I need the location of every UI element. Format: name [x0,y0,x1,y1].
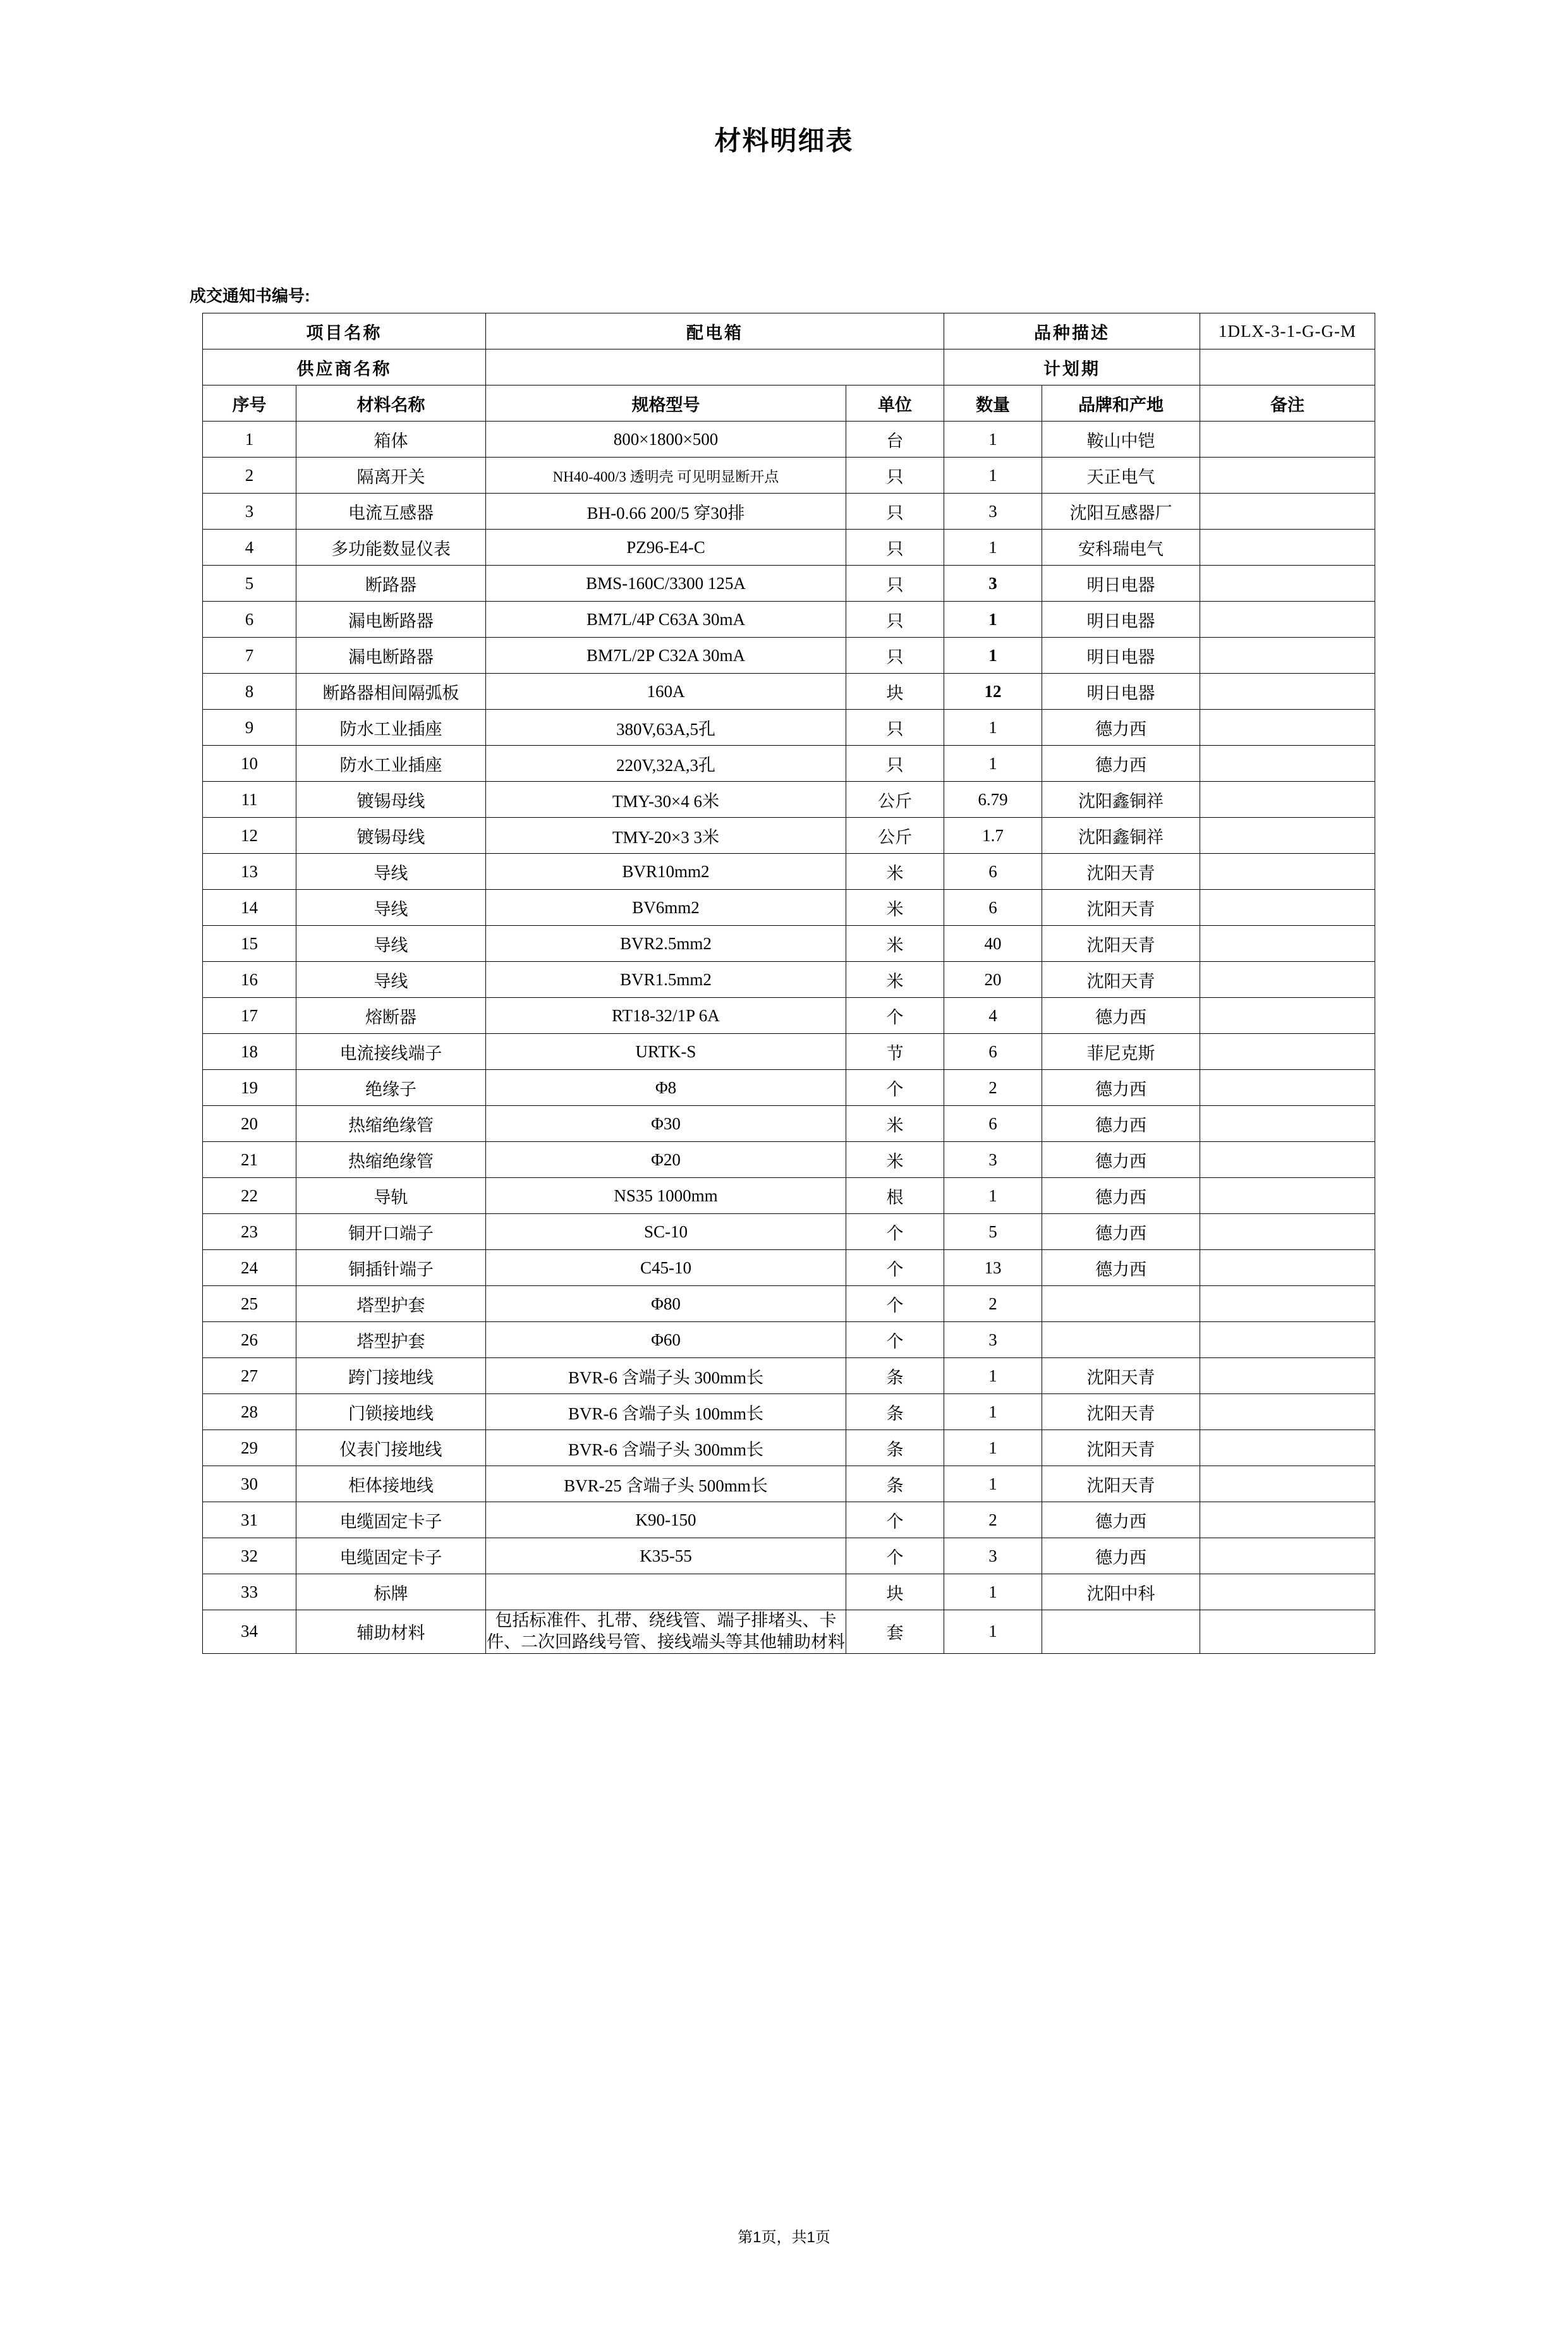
cell-unit: 个 [846,1502,944,1538]
cell-unit: 只 [846,602,944,638]
cell-brand: 沈阳天青 [1042,1358,1200,1394]
cell-brand: 天正电气 [1042,458,1200,494]
cell-unit: 块 [846,674,944,710]
cell-no: 3 [203,494,296,530]
column-header-spec: 规格型号 [486,385,846,422]
cell-brand: 德力西 [1042,746,1200,782]
cell-brand: 德力西 [1042,710,1200,746]
cell-note [1200,494,1375,530]
cell-note [1200,1538,1375,1574]
cell-material-name: 热缩绝缘管 [296,1106,486,1142]
table-row [203,1502,1375,1538]
cell-unit: 只 [846,638,944,674]
table-row [203,926,1375,962]
table-row [203,1286,1375,1322]
cell-spec: BVR-6 含端子头 300mm长 [486,1430,846,1466]
table-row [203,494,1375,530]
cell-unit: 个 [846,1250,944,1286]
cell-brand: 德力西 [1042,1070,1200,1106]
cell-brand: 德力西 [1042,1106,1200,1142]
cell-brand [1042,1322,1200,1358]
document-page [0,120,1568,2337]
cell-no: 10 [203,746,296,782]
cell-unit: 米 [846,854,944,890]
cell-no: 6 [203,602,296,638]
cell-no: 27 [203,1358,296,1394]
cell-unit: 只 [846,710,944,746]
cell-unit: 个 [846,998,944,1034]
table-row [203,1178,1375,1214]
cell-note [1200,710,1375,746]
cell-no: 22 [203,1178,296,1214]
column-header-no: 序号 [203,385,296,422]
cell-brand: 沈阳天青 [1042,962,1200,998]
table-body [203,422,1375,1654]
table-row [203,890,1375,926]
cell-brand: 德力西 [1042,1142,1200,1178]
cell-material-name: 多功能数显仪表 [296,530,486,566]
cell-spec: BVR1.5mm2 [486,962,846,998]
cell-material-name: 隔离开关 [296,458,486,494]
cell-no: 9 [203,710,296,746]
cell-note [1200,1106,1375,1142]
cell-spec: TMY-20×3 3米 [486,818,846,854]
column-header-name: 材料名称 [296,385,486,422]
cell-brand: 德力西 [1042,1214,1200,1250]
cell-brand: 沈阳中科 [1042,1574,1200,1610]
cell-material-name: 仪表门接地线 [296,1430,486,1466]
plan-period-value [1200,349,1375,385]
project-name-value: 配电箱 [486,313,944,349]
cell-brand: 沈阳天青 [1042,1466,1200,1502]
column-header-note: 备注 [1200,385,1375,422]
cell-no: 5 [203,566,296,602]
cell-brand: 鞍山中铠 [1042,422,1200,458]
table-row [203,854,1375,890]
table-row [203,422,1375,458]
cell-note [1200,566,1375,602]
cell-brand: 沈阳天青 [1042,1430,1200,1466]
cell-no: 4 [203,530,296,566]
cell-qty: 1 [944,1610,1042,1654]
table-row [203,1394,1375,1430]
cell-note [1200,674,1375,710]
cell-spec: BH-0.66 200/5 穿30排 [486,494,846,530]
cell-spec: Φ20 [486,1142,846,1178]
cell-spec: K90-150 [486,1502,846,1538]
cell-note [1200,962,1375,998]
notice-number-label: 成交通知书编号: [190,286,310,305]
cell-brand: 德力西 [1042,1250,1200,1286]
cell-qty: 3 [944,1142,1042,1178]
table-row [203,1106,1375,1142]
cell-material-name: 漏电断路器 [296,638,486,674]
cell-spec: BVR-6 含端子头 300mm长 [486,1358,846,1394]
meta-row-supplier [203,349,1375,385]
cell-qty: 5 [944,1214,1042,1250]
table-row [203,674,1375,710]
cell-no: 33 [203,1574,296,1610]
cell-note [1200,854,1375,890]
cell-note [1200,638,1375,674]
cell-no: 31 [203,1502,296,1538]
cell-note [1200,890,1375,926]
cell-spec: Φ8 [486,1070,846,1106]
cell-note [1200,1214,1375,1250]
cell-no: 8 [203,674,296,710]
material-table [202,313,1375,1654]
supplier-name-value [486,349,944,385]
cell-note [1200,1250,1375,1286]
plan-period-label: 计划期 [944,349,1200,385]
cell-no: 19 [203,1070,296,1106]
cell-spec: TMY-30×4 6米 [486,782,846,818]
cell-spec: Φ80 [486,1286,846,1322]
cell-unit: 只 [846,458,944,494]
cell-note [1200,1430,1375,1466]
column-header-unit: 单位 [846,385,944,422]
cell-spec: BVR10mm2 [486,854,846,890]
table-row [203,1358,1375,1394]
table-row [203,998,1375,1034]
cell-unit: 条 [846,1430,944,1466]
cell-spec: 380V,63A,5孔 [486,710,846,746]
cell-note [1200,926,1375,962]
cell-brand: 沈阳鑫铜祥 [1042,782,1200,818]
cell-brand: 德力西 [1042,1178,1200,1214]
table-row [203,1430,1375,1466]
cell-material-name: 电流接线端子 [296,1034,486,1070]
cell-no: 30 [203,1466,296,1502]
cell-brand: 德力西 [1042,1502,1200,1538]
cell-spec: 160A [486,674,846,710]
page-title: 材料明细表 [714,126,854,155]
table-row [203,1142,1375,1178]
cell-material-name: 镀锡母线 [296,818,486,854]
cell-brand: 菲尼克斯 [1042,1034,1200,1070]
cell-brand: 沈阳天青 [1042,854,1200,890]
cell-qty: 3 [944,566,1042,602]
cell-spec: BV6mm2 [486,890,846,926]
cell-no: 34 [203,1610,296,1654]
cell-material-name: 标牌 [296,1574,486,1610]
cell-unit: 米 [846,962,944,998]
cell-unit: 台 [846,422,944,458]
cell-qty: 3 [944,1538,1042,1574]
table-row [203,1034,1375,1070]
cell-material-name: 断路器 [296,566,486,602]
cell-no: 23 [203,1214,296,1250]
page-footer: 第1页，共1页 [738,2229,830,2246]
table-row [203,1322,1375,1358]
cell-brand: 德力西 [1042,998,1200,1034]
cell-qty: 6 [944,854,1042,890]
cell-material-name: 塔型护套 [296,1322,486,1358]
cell-qty: 4 [944,998,1042,1034]
cell-unit: 个 [846,1286,944,1322]
cell-spec: SC-10 [486,1214,846,1250]
cell-qty: 2 [944,1070,1042,1106]
cell-unit: 个 [846,1070,944,1106]
cell-qty: 1 [944,458,1042,494]
variety-label: 品种描述 [944,313,1200,349]
cell-unit: 只 [846,494,944,530]
cell-unit: 节 [846,1034,944,1070]
meta-row-project [203,313,1375,349]
cell-spec: Φ30 [486,1106,846,1142]
cell-qty: 2 [944,1286,1042,1322]
cell-unit: 米 [846,1106,944,1142]
table-row [203,782,1375,818]
cell-spec: 包括标准件、扎带、绕线管、端子排堵头、卡件、二次回路线号管、接线端头等其他辅助材料 [486,1610,846,1654]
cell-spec: BVR-6 含端子头 100mm长 [486,1394,846,1430]
cell-note [1200,1394,1375,1430]
cell-unit: 米 [846,926,944,962]
cell-brand: 明日电器 [1042,638,1200,674]
cell-no: 32 [203,1538,296,1574]
cell-brand: 沈阳鑫铜祥 [1042,818,1200,854]
table-row [203,710,1375,746]
cell-material-name: 铜开口端子 [296,1214,486,1250]
cell-note [1200,1502,1375,1538]
cell-qty: 1 [944,1574,1042,1610]
table-header-row [203,385,1375,422]
cell-material-name: 绝缘子 [296,1070,486,1106]
cell-spec: BVR-25 含端子头 500mm长 [486,1466,846,1502]
cell-spec: URTK-S [486,1034,846,1070]
cell-note [1200,602,1375,638]
cell-qty: 1 [944,1430,1042,1466]
cell-material-name: 电流互感器 [296,494,486,530]
cell-material-name: 门锁接地线 [296,1394,486,1430]
cell-material-name: 导线 [296,962,486,998]
cell-qty: 1 [944,1358,1042,1394]
cell-spec: BVR2.5mm2 [486,926,846,962]
cell-no: 21 [203,1142,296,1178]
cell-material-name: 导线 [296,854,486,890]
cell-note [1200,1034,1375,1070]
project-name-label: 项目名称 [203,313,486,349]
table-row [203,1466,1375,1502]
cell-spec: BM7L/4P C63A 30mA [486,602,846,638]
cell-no: 1 [203,422,296,458]
cell-unit: 只 [846,566,944,602]
cell-note [1200,1142,1375,1178]
cell-no: 20 [203,1106,296,1142]
cell-unit: 套 [846,1610,944,1654]
cell-brand: 沈阳天青 [1042,1394,1200,1430]
cell-spec: NS35 1000mm [486,1178,846,1214]
table-row [203,1214,1375,1250]
cell-no: 2 [203,458,296,494]
cell-qty: 1 [944,746,1042,782]
cell-qty: 3 [944,1322,1042,1358]
cell-qty: 12 [944,674,1042,710]
cell-spec: BM7L/2P C32A 30mA [486,638,846,674]
cell-spec: PZ96-E4-C [486,530,846,566]
cell-material-name: 箱体 [296,422,486,458]
table-row [203,566,1375,602]
cell-note [1200,746,1375,782]
cell-unit: 根 [846,1178,944,1214]
cell-material-name: 热缩绝缘管 [296,1142,486,1178]
cell-material-name: 辅助材料 [296,1610,486,1654]
cell-note [1200,1466,1375,1502]
cell-qty: 1 [944,710,1042,746]
table-row [203,638,1375,674]
cell-no: 26 [203,1322,296,1358]
cell-spec: Φ60 [486,1322,846,1358]
cell-no: 17 [203,998,296,1034]
cell-no: 14 [203,890,296,926]
cell-no: 11 [203,782,296,818]
table-row [203,962,1375,998]
table-row [203,1538,1375,1574]
cell-no: 7 [203,638,296,674]
cell-unit: 公斤 [846,818,944,854]
cell-unit: 条 [846,1358,944,1394]
cell-qty: 20 [944,962,1042,998]
cell-brand: 明日电器 [1042,602,1200,638]
cell-note [1200,1358,1375,1394]
cell-qty: 1 [944,638,1042,674]
cell-qty: 1 [944,1394,1042,1430]
cell-material-name: 防水工业插座 [296,746,486,782]
cell-material-name: 断路器相间隔弧板 [296,674,486,710]
table-row [203,818,1375,854]
cell-no: 25 [203,1286,296,1322]
cell-material-name: 导轨 [296,1178,486,1214]
cell-qty: 3 [944,494,1042,530]
column-header-brand: 品牌和产地 [1042,385,1200,422]
table-row [203,458,1375,494]
cell-material-name: 电缆固定卡子 [296,1502,486,1538]
cell-qty: 1 [944,530,1042,566]
cell-spec: K35-55 [486,1538,846,1574]
cell-brand [1042,1610,1200,1654]
cell-no: 12 [203,818,296,854]
cell-material-name: 熔断器 [296,998,486,1034]
cell-material-name: 柜体接地线 [296,1466,486,1502]
cell-unit: 个 [846,1538,944,1574]
cell-qty: 6 [944,890,1042,926]
cell-qty: 1 [944,1466,1042,1502]
variety-value: 1DLX-3-1-G-G-M [1200,313,1375,349]
cell-spec [486,1574,846,1610]
cell-spec: 800×1800×500 [486,422,846,458]
table-row [203,1610,1375,1654]
cell-spec: NH40-400/3 透明壳 可见明显断开点 [486,458,846,494]
cell-no: 13 [203,854,296,890]
table-row [203,602,1375,638]
cell-note [1200,1070,1375,1106]
cell-note [1200,998,1375,1034]
cell-note [1200,1286,1375,1322]
cell-qty: 2 [944,1502,1042,1538]
cell-no: 18 [203,1034,296,1070]
cell-material-name: 镀锡母线 [296,782,486,818]
cell-unit: 公斤 [846,782,944,818]
cell-brand: 明日电器 [1042,566,1200,602]
cell-qty: 1.7 [944,818,1042,854]
cell-brand: 沈阳天青 [1042,890,1200,926]
cell-brand: 明日电器 [1042,674,1200,710]
cell-material-name: 跨门接地线 [296,1358,486,1394]
cell-no: 28 [203,1394,296,1430]
cell-no: 29 [203,1430,296,1466]
cell-note [1200,1178,1375,1214]
cell-material-name: 漏电断路器 [296,602,486,638]
cell-brand: 沈阳互感器厂 [1042,494,1200,530]
cell-note [1200,422,1375,458]
table-row [203,1250,1375,1286]
cell-note [1200,530,1375,566]
table-row [203,746,1375,782]
table-row [203,1070,1375,1106]
cell-material-name: 防水工业插座 [296,710,486,746]
cell-spec: 220V,32A,3孔 [486,746,846,782]
cell-unit: 米 [846,890,944,926]
cell-brand [1042,1286,1200,1322]
cell-unit: 块 [846,1574,944,1610]
cell-material-name: 导线 [296,890,486,926]
cell-spec: RT18-32/1P 6A [486,998,846,1034]
cell-qty: 1 [944,602,1042,638]
cell-unit: 条 [846,1466,944,1502]
cell-unit: 米 [846,1142,944,1178]
cell-qty: 6.79 [944,782,1042,818]
cell-qty: 40 [944,926,1042,962]
cell-no: 15 [203,926,296,962]
cell-qty: 1 [944,1178,1042,1214]
cell-note [1200,458,1375,494]
cell-unit: 个 [846,1214,944,1250]
cell-qty: 6 [944,1106,1042,1142]
cell-qty: 6 [944,1034,1042,1070]
cell-material-name: 塔型护套 [296,1286,486,1322]
cell-brand: 德力西 [1042,1538,1200,1574]
cell-unit: 条 [846,1394,944,1430]
table-row [203,1574,1375,1610]
supplier-name-label: 供应商名称 [203,349,486,385]
cell-material-name: 电缆固定卡子 [296,1538,486,1574]
cell-material-name: 导线 [296,926,486,962]
cell-unit: 只 [846,746,944,782]
cell-no: 24 [203,1250,296,1286]
cell-brand: 安科瑞电气 [1042,530,1200,566]
cell-spec: BMS-160C/3300 125A [486,566,846,602]
cell-no: 16 [203,962,296,998]
cell-qty: 13 [944,1250,1042,1286]
column-header-qty: 数量 [944,385,1042,422]
cell-qty: 1 [944,422,1042,458]
cell-material-name: 铜插针端子 [296,1250,486,1286]
table-row [203,530,1375,566]
cell-brand: 沈阳天青 [1042,926,1200,962]
cell-unit: 个 [846,1322,944,1358]
cell-unit: 只 [846,530,944,566]
cell-note [1200,818,1375,854]
cell-note [1200,782,1375,818]
cell-note [1200,1322,1375,1358]
cell-note [1200,1610,1375,1654]
cell-note [1200,1574,1375,1610]
cell-spec: C45-10 [486,1250,846,1286]
